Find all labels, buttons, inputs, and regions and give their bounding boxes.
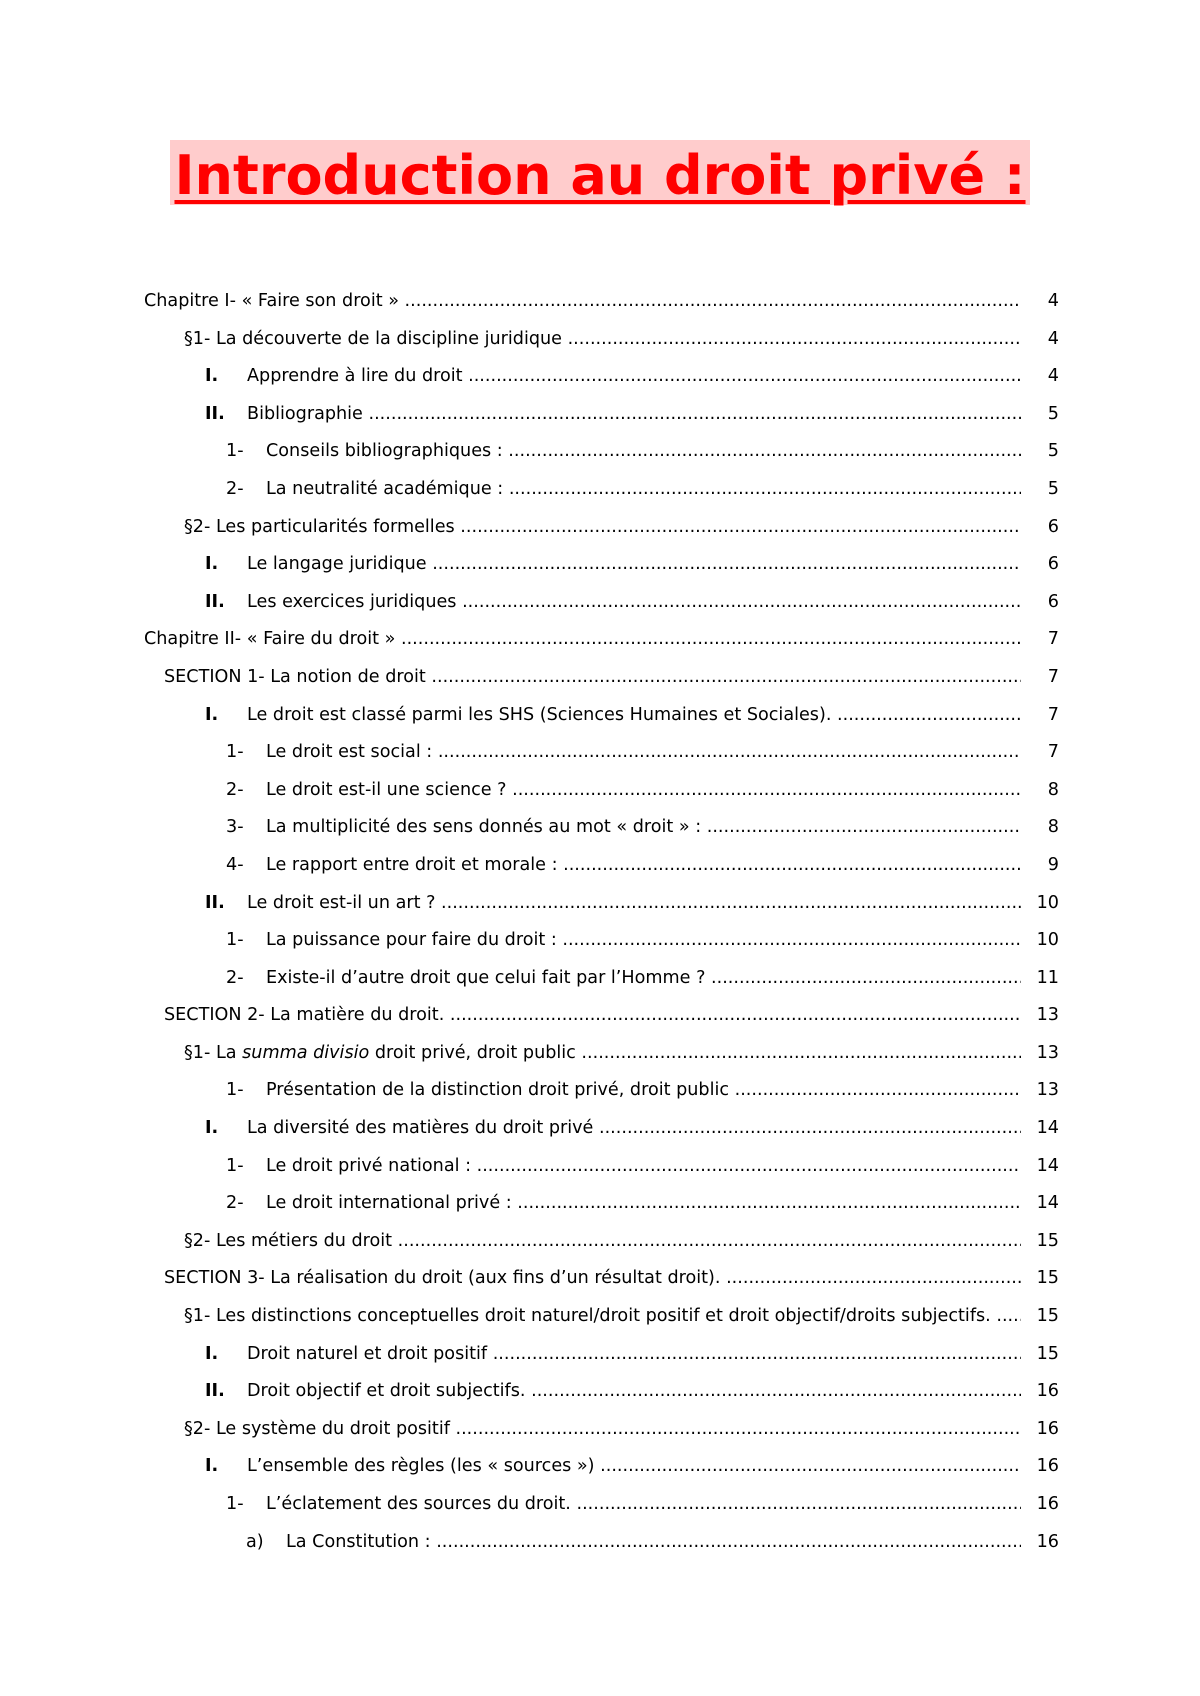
toc-entry[interactable] bbox=[144, 1448, 1059, 1486]
toc-entry[interactable] bbox=[144, 1524, 1059, 1562]
toc-entry-text bbox=[184, 509, 1021, 547]
toc-entry-page-number: 11 bbox=[1036, 967, 1059, 988]
toc-entry-label: Droit objectif et droit subjectifs. bbox=[247, 1381, 526, 1402]
title-area bbox=[0, 140, 1200, 205]
toc-entry-label: Le rapport entre droit et morale : bbox=[266, 854, 558, 875]
toc-entry[interactable] bbox=[144, 546, 1059, 584]
toc-entry-marker: 4- bbox=[226, 854, 244, 875]
toc-entry-prefix: §2- bbox=[184, 1230, 211, 1251]
toc-entry-marker: 1- bbox=[226, 1155, 244, 1176]
toc-entry-page-number: 4 bbox=[1047, 291, 1059, 311]
toc-entry-label: La notion de droit bbox=[270, 666, 426, 687]
toc-entry-page-number: 7 bbox=[1047, 704, 1059, 725]
toc-entry-marker: 3- bbox=[226, 817, 244, 838]
toc-entry[interactable] bbox=[144, 1185, 1059, 1223]
toc-entry-marker: I. bbox=[205, 1456, 219, 1477]
toc-entry-label: La réalisation du droit (aux fins d’un résultat droit). bbox=[270, 1268, 721, 1289]
toc-entry-text bbox=[226, 772, 1021, 810]
toc-entry-prefix: §2- bbox=[184, 516, 211, 537]
toc-entry[interactable] bbox=[144, 433, 1059, 471]
toc-entry-page-number: 15 bbox=[1036, 1230, 1059, 1251]
toc-entry-page-number: 15 bbox=[1036, 1306, 1059, 1327]
toc-entry-label: Présentation de la distinction droit privé, droit public bbox=[266, 1080, 730, 1101]
toc-entry-prefix: SECTION 1- bbox=[164, 666, 265, 687]
toc-entry-prefix: §1- bbox=[184, 1042, 211, 1063]
toc-entry-label: La multiplicité des sens donnés au mot « droit » : bbox=[266, 817, 702, 838]
toc-entry-text bbox=[226, 471, 1021, 509]
toc-entry-marker: I. bbox=[205, 704, 219, 725]
toc-entry-label: Le langage juridique bbox=[247, 554, 427, 575]
toc-entry-prefix: §2- bbox=[184, 1418, 211, 1439]
toc-entry-text bbox=[226, 1072, 1021, 1110]
toc-entry-marker: I. bbox=[205, 1343, 219, 1364]
toc-entry-text bbox=[205, 396, 1021, 434]
toc-entry[interactable] bbox=[144, 471, 1059, 509]
toc-entry-label: Les exercices juridiques bbox=[247, 591, 457, 612]
toc-entry-page-number: 16 bbox=[1036, 1418, 1059, 1439]
toc-entry-text bbox=[205, 885, 1021, 923]
toc-entry-page-number: 6 bbox=[1047, 554, 1059, 575]
toc-entry-text bbox=[205, 1110, 1021, 1148]
toc-entry-marker: 1- bbox=[226, 1494, 244, 1514]
toc-entry-label: Les distinctions conceptuelles droit naturel/droit positif et droit objectif/droits subjectifs. bbox=[215, 1306, 991, 1327]
toc-entry-text bbox=[205, 584, 1021, 622]
toc-entry[interactable] bbox=[144, 509, 1059, 547]
toc-entry[interactable] bbox=[144, 1411, 1059, 1449]
toc-entry-marker: 1- bbox=[226, 742, 244, 763]
toc-entry-text bbox=[184, 1035, 1021, 1073]
toc-entry-page-number: 6 bbox=[1047, 516, 1059, 537]
table-of-contents bbox=[144, 283, 1059, 1561]
toc-entry[interactable] bbox=[144, 772, 1059, 810]
toc-entry-prefix: SECTION 3- bbox=[164, 1268, 265, 1289]
toc-entry[interactable] bbox=[144, 1260, 1059, 1298]
toc-entry-page-number: 8 bbox=[1047, 817, 1059, 838]
toc-entry-marker: I. bbox=[205, 366, 219, 387]
toc-entry-text bbox=[226, 809, 1021, 847]
toc-entry[interactable] bbox=[144, 659, 1059, 697]
toc-entry-label: Apprendre à lire du droit bbox=[247, 366, 463, 387]
toc-entry-page-number: 13 bbox=[1036, 1080, 1059, 1101]
toc-entry-label: Le droit est-il un art ? bbox=[247, 892, 436, 913]
toc-entry[interactable] bbox=[144, 922, 1059, 960]
toc-entry[interactable] bbox=[144, 1035, 1059, 1073]
toc-entry[interactable] bbox=[144, 1336, 1059, 1374]
toc-entry[interactable] bbox=[144, 621, 1059, 659]
toc-entry-prefix: Chapitre I- bbox=[144, 291, 236, 311]
toc-entry-marker: I. bbox=[205, 1118, 219, 1139]
toc-entry-label: « Faire son droit » bbox=[241, 291, 399, 311]
toc-entry-text bbox=[226, 1148, 1021, 1186]
toc-entry-text bbox=[205, 697, 1021, 735]
toc-entry[interactable] bbox=[144, 734, 1059, 772]
toc-entry-prefix: SECTION 2- bbox=[164, 1005, 265, 1026]
toc-entry[interactable] bbox=[144, 1072, 1059, 1110]
toc-entry-label: droit privé, droit public bbox=[369, 1042, 576, 1063]
toc-entry-label: Existe-il d’autre droit que celui fait par l’Homme ? bbox=[266, 967, 706, 988]
toc-entry-text bbox=[226, 734, 1021, 772]
toc-entry-page-number: 5 bbox=[1047, 403, 1059, 424]
toc-entry-label: La neutralité académique : bbox=[266, 478, 504, 499]
toc-entry-prefix: Chapitre II- bbox=[144, 629, 242, 650]
toc-entry-page-number: 7 bbox=[1047, 666, 1059, 687]
toc-entry-text bbox=[184, 1411, 1021, 1449]
toc-entry[interactable] bbox=[144, 396, 1059, 434]
toc-entry-marker: 2- bbox=[226, 967, 244, 988]
toc-entry-text bbox=[184, 321, 1021, 359]
toc-entry-page-number: 14 bbox=[1036, 1193, 1059, 1214]
toc-entry-page-number: 9 bbox=[1047, 854, 1059, 875]
toc-entry-page-number: 7 bbox=[1047, 629, 1059, 650]
toc-entry-page-number: 13 bbox=[1036, 1005, 1059, 1026]
toc-entry-prefix: §1- bbox=[184, 1306, 211, 1327]
toc-entry-label: Le droit est classé parmi les SHS (Sciences Humaines et Sociales). bbox=[247, 704, 832, 725]
toc-entry-text bbox=[205, 1336, 1021, 1374]
toc-entry-label: Les particularités formelles bbox=[215, 516, 455, 537]
toc-entry-label: La matière du droit. bbox=[270, 1005, 445, 1026]
toc-entry-page-number: 14 bbox=[1036, 1118, 1059, 1139]
toc-entry-label-italic: summa divisio bbox=[242, 1042, 370, 1063]
toc-entry-text bbox=[226, 960, 1021, 998]
toc-entry-text bbox=[205, 358, 1021, 396]
toc-entry-text bbox=[184, 1223, 1021, 1261]
toc-entry-text bbox=[226, 433, 1021, 471]
toc-entry-label: Le droit privé national : bbox=[266, 1155, 472, 1176]
toc-entry-label: L’ensemble des règles (les « sources ») bbox=[247, 1456, 595, 1477]
toc-entry-label: Droit naturel et droit positif bbox=[247, 1343, 488, 1364]
toc-entry[interactable] bbox=[144, 997, 1059, 1035]
toc-entry-page-number: 15 bbox=[1036, 1268, 1059, 1289]
toc-entry[interactable] bbox=[144, 584, 1059, 622]
toc-entry-page-number: 5 bbox=[1047, 441, 1059, 462]
toc-entry-marker: 1- bbox=[226, 930, 244, 951]
toc-entry-label: L’éclatement des sources du droit. bbox=[266, 1494, 571, 1514]
toc-entry-label: Le droit est social : bbox=[266, 742, 433, 763]
toc-entry-page-number: 16 bbox=[1036, 1456, 1059, 1477]
toc-entry-text bbox=[226, 1185, 1021, 1223]
toc-entry-marker: I. bbox=[205, 554, 219, 575]
toc-entry[interactable] bbox=[144, 1373, 1059, 1411]
toc-entry-label: Le droit est-il une science ? bbox=[266, 779, 507, 800]
toc-entry-text bbox=[144, 621, 1021, 659]
toc-entry-page-number: 14 bbox=[1036, 1155, 1059, 1176]
toc-entry-page-number: 5 bbox=[1047, 478, 1059, 499]
toc-entry[interactable] bbox=[144, 885, 1059, 923]
toc-entry-page-number: 10 bbox=[1036, 930, 1059, 951]
toc-entry-label: La découverte de la discipline juridique bbox=[215, 328, 562, 349]
toc-entry-label: La bbox=[215, 1042, 243, 1063]
toc-entry-marker: 2- bbox=[226, 779, 244, 800]
toc-entry-label: La Constitution : bbox=[286, 1531, 431, 1552]
toc-entry-label: « Faire du droit » bbox=[246, 629, 396, 650]
toc-entry[interactable] bbox=[144, 1486, 1059, 1524]
toc-entry-label: Les métiers du droit bbox=[215, 1230, 393, 1251]
toc-entry-page-number: 16 bbox=[1036, 1494, 1059, 1514]
toc-entry-marker: II. bbox=[205, 1381, 225, 1402]
toc-entry[interactable] bbox=[144, 1223, 1059, 1261]
toc-entry[interactable] bbox=[144, 960, 1059, 998]
toc-entry[interactable] bbox=[144, 1298, 1059, 1336]
toc-entry-label: La puissance pour faire du droit : bbox=[266, 930, 557, 951]
toc-entry[interactable] bbox=[144, 809, 1059, 847]
toc-entry-marker: II. bbox=[205, 892, 225, 913]
toc-entry-page-number: 10 bbox=[1036, 892, 1059, 913]
toc-entry-text bbox=[205, 1373, 1021, 1411]
toc-entry-prefix: §1- bbox=[184, 328, 211, 349]
toc-entry[interactable] bbox=[144, 358, 1059, 396]
toc-entry-page-number: 16 bbox=[1036, 1381, 1059, 1402]
toc-entry-page-number: 7 bbox=[1047, 742, 1059, 763]
toc-entry[interactable] bbox=[144, 321, 1059, 359]
toc-entry[interactable] bbox=[144, 1110, 1059, 1148]
toc-entry-text bbox=[205, 1448, 1021, 1486]
toc-entry-page-number: 13 bbox=[1036, 1042, 1059, 1063]
toc-entry[interactable] bbox=[144, 697, 1059, 735]
toc-entry-text bbox=[226, 1486, 1021, 1524]
toc-entry-marker: a) bbox=[246, 1531, 264, 1552]
toc-entry-text bbox=[144, 283, 1021, 321]
toc-entry-text bbox=[226, 847, 1021, 885]
toc-entry-text bbox=[205, 546, 1021, 584]
toc-entry-page-number: 8 bbox=[1047, 779, 1059, 800]
toc-entry-text bbox=[164, 997, 1021, 1035]
toc-entry-label: Le système du droit positif bbox=[215, 1418, 450, 1439]
toc-entry-page-number: 4 bbox=[1047, 328, 1059, 349]
toc-entry-label: Le droit international privé : bbox=[266, 1193, 512, 1214]
toc-entry-page-number: 6 bbox=[1047, 591, 1059, 612]
toc-entry-label: Conseils bibliographiques : bbox=[266, 441, 503, 462]
toc-entry-marker: 1- bbox=[226, 441, 244, 462]
toc-entry-page-number: 15 bbox=[1036, 1343, 1059, 1364]
toc-entry-text bbox=[246, 1524, 1021, 1562]
toc-entry-marker: 2- bbox=[226, 1193, 244, 1214]
toc-entry-marker: 1- bbox=[226, 1080, 244, 1101]
toc-entry[interactable] bbox=[144, 847, 1059, 885]
toc-entry-marker: 2- bbox=[226, 478, 244, 499]
toc-entry-page-number: 4 bbox=[1047, 366, 1059, 387]
toc-entry-text bbox=[184, 1298, 1021, 1336]
toc-entry-label: La diversité des matières du droit privé bbox=[247, 1118, 594, 1139]
document-title: Introduction au droit privé : bbox=[170, 140, 1029, 205]
toc-entry-label: Bibliographie bbox=[247, 403, 363, 424]
toc-entry-text bbox=[164, 659, 1021, 697]
toc-entry-text bbox=[164, 1260, 1021, 1298]
toc-entry[interactable] bbox=[144, 1148, 1059, 1186]
toc-entry-marker: II. bbox=[205, 403, 225, 424]
toc-entry-text bbox=[226, 922, 1021, 960]
toc-entry[interactable] bbox=[144, 283, 1059, 321]
toc-entry-marker: II. bbox=[205, 591, 225, 612]
toc-entry-page-number: 16 bbox=[1036, 1531, 1059, 1552]
